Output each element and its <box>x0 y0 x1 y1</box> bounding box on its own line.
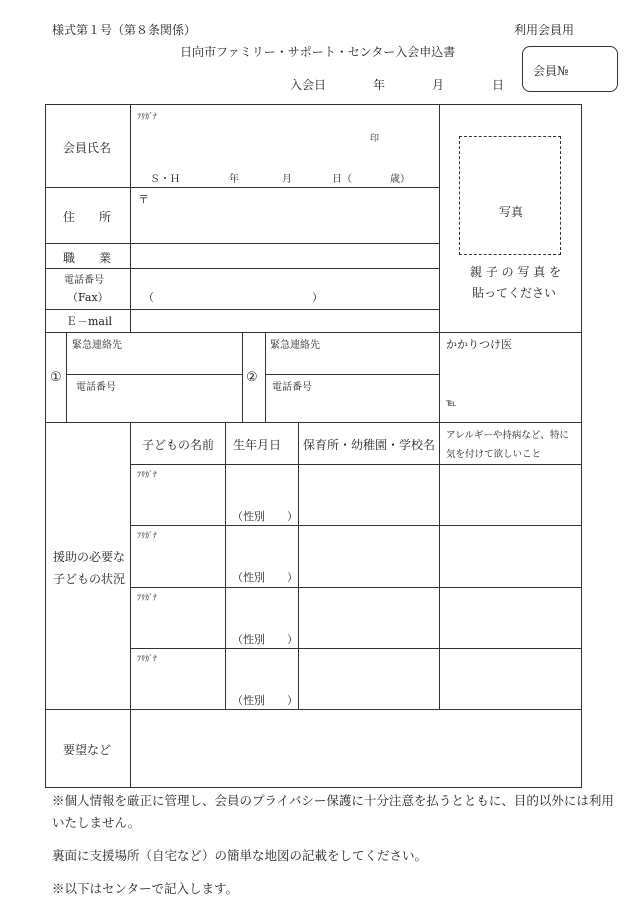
join-year: 年 <box>373 78 386 92</box>
header-notes: アレルギーや持病など、特に <box>446 430 569 441</box>
age-label: 歳） <box>390 174 410 185</box>
photo-instruction: 親 子 の 写 真 を <box>470 265 562 279</box>
rule <box>45 243 439 244</box>
fax-label: （Fax） <box>67 291 109 304</box>
email-label: Ｅ－mail <box>66 315 113 328</box>
emergency-number-2: ② <box>246 370 258 385</box>
fax-paren-close: ） <box>312 291 323 304</box>
rule <box>130 464 582 465</box>
header-notes: 気を付けて欲しいこと <box>446 449 542 460</box>
rule <box>439 422 440 709</box>
rule <box>225 422 226 709</box>
rule <box>45 268 439 269</box>
phone-input[interactable] <box>136 271 436 307</box>
member-number-label: 会員№ <box>533 64 569 78</box>
child-gender: （性別 ） <box>232 694 298 707</box>
photo-placeholder[interactable] <box>459 136 561 255</box>
join-date-label: 入会日 <box>290 78 327 92</box>
rule <box>45 709 582 710</box>
children-section-label: 子どもの状況 <box>53 572 126 586</box>
child-furigana: ﾌﾘｶﾞﾅ <box>137 593 157 602</box>
header-child-name: 子どもの名前 <box>142 438 215 452</box>
form-number: 様式第１号（第８条関係） <box>52 23 197 37</box>
member-furigana: ﾌﾘｶﾞﾅ <box>137 112 157 121</box>
photo-label: 写真 <box>499 205 524 219</box>
copy-label: 利用会員用 <box>514 23 575 37</box>
child-gender: （性別 ） <box>232 510 298 523</box>
privacy-note: ※個人情報を厳正に管理し、会員のプライバシー保護に十分注意を払うとともに、目的以外には利用 いたしません。 <box>52 793 614 830</box>
emergency-number-1: ① <box>50 370 62 385</box>
birth-month: 月 <box>282 174 292 185</box>
rule <box>66 374 242 375</box>
child-furigana: ﾌﾘｶﾞﾅ <box>137 531 157 540</box>
emergency-phone-label: 電話番号 <box>76 382 116 393</box>
seal-mark: 印 <box>370 134 380 144</box>
member-number-box[interactable] <box>522 46 618 92</box>
children-section-label: 援助の必要な <box>53 550 126 564</box>
rule <box>265 374 439 375</box>
rule <box>45 422 582 423</box>
member-name-label: 会員氏名 <box>63 141 112 155</box>
requests-input[interactable] <box>134 712 578 784</box>
doctor-tel-label: ℡ <box>446 398 457 409</box>
rule <box>130 525 582 526</box>
child-furigana: ﾌﾘｶﾞﾅ <box>137 654 157 663</box>
rule <box>130 587 582 588</box>
birth-year: 年 <box>229 174 239 185</box>
rule <box>130 422 131 788</box>
emergency-phone-label: 電話番号 <box>272 382 312 393</box>
phone-label: 電話番号 <box>64 275 104 286</box>
header-school: 保育所・幼稚園・学校名 <box>303 438 436 452</box>
rule <box>265 332 266 422</box>
rule <box>45 187 439 188</box>
rule <box>298 422 299 709</box>
job-input[interactable] <box>136 246 436 266</box>
rule <box>45 309 439 310</box>
form-title: 日向市ファミリー・サポート・センター入会申込書 <box>180 45 456 59</box>
family-doctor-label: かかりつけ医 <box>446 338 512 351</box>
child-furigana: ﾌﾘｶﾞﾅ <box>137 470 157 479</box>
header-birthdate: 生年月日 <box>233 438 282 452</box>
rule <box>242 332 243 422</box>
job-label: 職 業 <box>63 251 112 265</box>
emergency-contact-label: 緊急連絡先 <box>270 340 320 351</box>
map-note: 裏面に支援場所（自宅など）の簡単な地図の記載をしてください。 <box>52 848 428 863</box>
postal-mark: 〒 <box>138 193 149 206</box>
photo-instruction: 貼ってください <box>472 286 557 300</box>
requests-label: 要望など <box>63 743 112 757</box>
member-name-input[interactable] <box>136 122 436 164</box>
rule <box>66 332 67 422</box>
rule <box>130 648 582 649</box>
rule <box>45 332 582 333</box>
join-day: 日 <box>492 78 505 92</box>
birth-era: Ｓ・Ｈ <box>150 174 180 185</box>
address-label: 住 所 <box>63 210 112 224</box>
rule <box>439 104 440 422</box>
rule <box>130 104 131 332</box>
fax-paren-open: （ <box>143 291 154 304</box>
birth-day: 日（ <box>332 174 352 185</box>
emergency-contact-label: 緊急連絡先 <box>72 340 122 351</box>
child-gender: （性別 ） <box>232 571 298 584</box>
child-gender: （性別 ） <box>232 633 298 646</box>
address-input[interactable] <box>136 204 436 240</box>
email-input[interactable] <box>136 311 436 330</box>
join-month: 月 <box>432 78 445 92</box>
center-note: ※以下はセンターで記入します。 <box>52 881 239 896</box>
